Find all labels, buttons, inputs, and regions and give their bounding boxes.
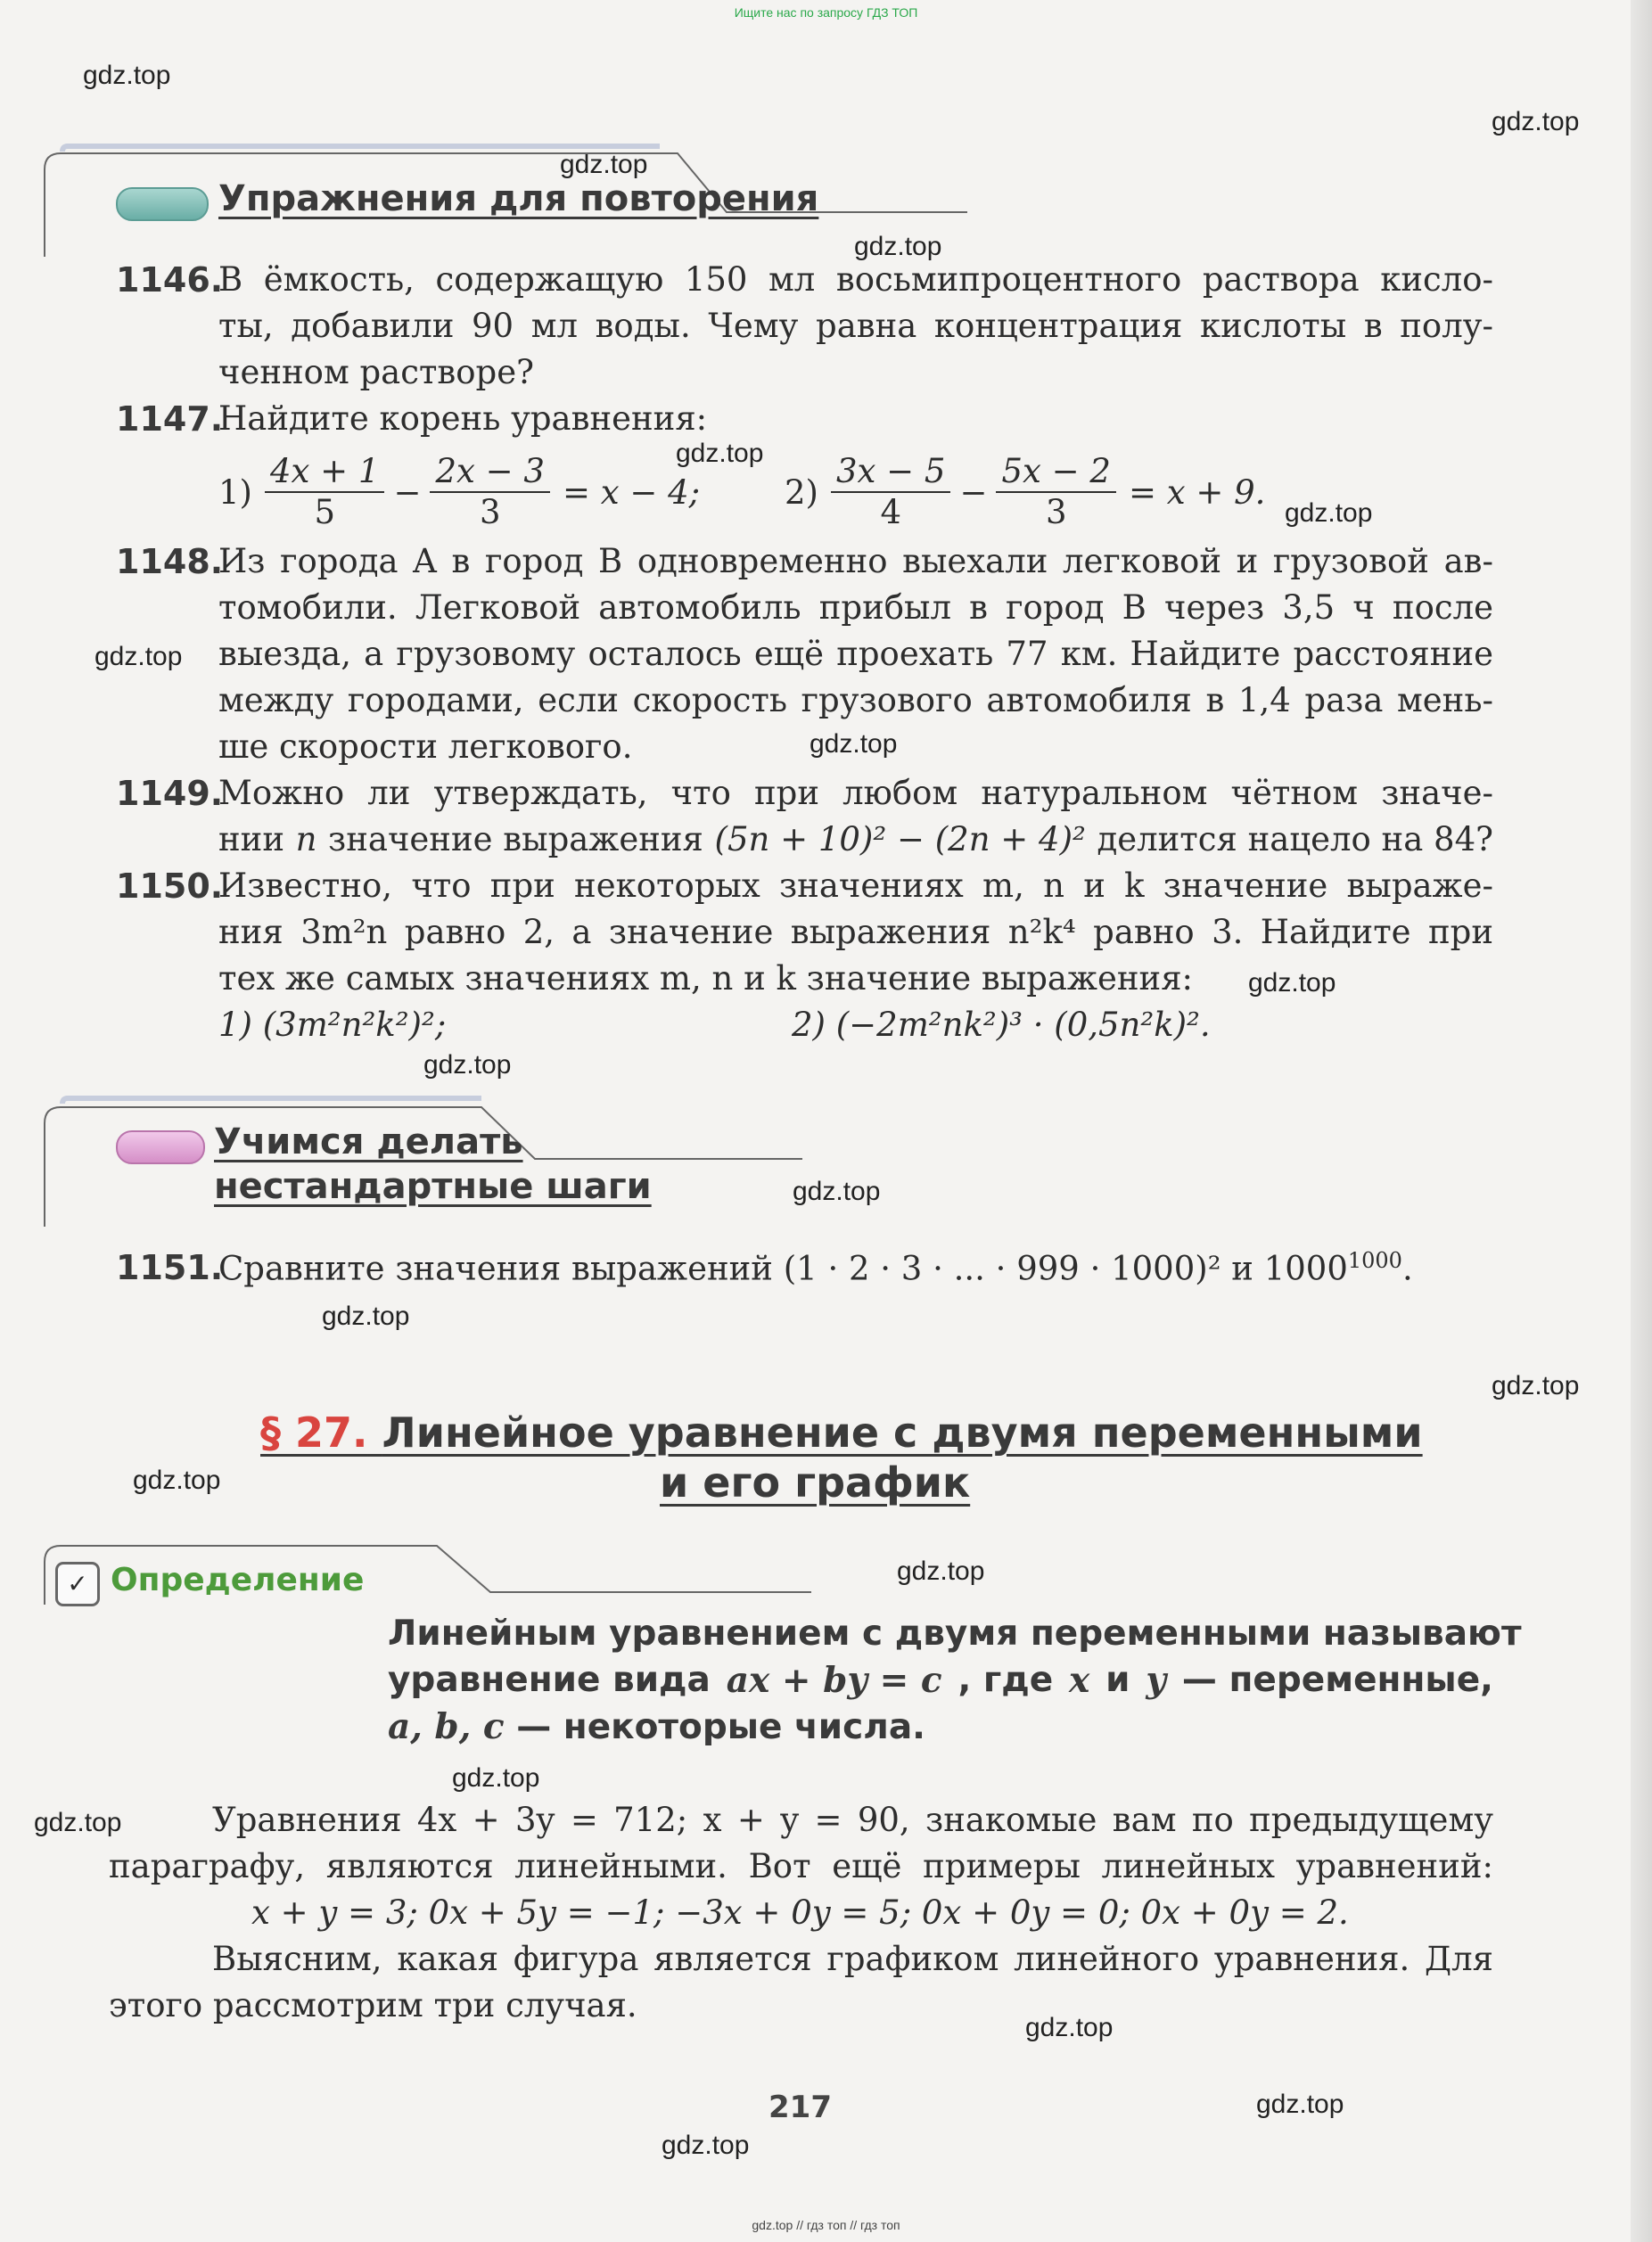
fraction: [265, 452, 384, 532]
section-marker: [116, 187, 209, 221]
numerator: 4x + 1: [265, 452, 384, 493]
text-fragment: делится нацело на 84?: [1097, 820, 1493, 858]
exercise-text-line: [218, 820, 1493, 858]
text-fragment: Сравните значения выражений (1 · 2 · 3 · ... · 999 · 1000)² и 1000: [218, 1249, 1348, 1288]
section-marker: [116, 1130, 205, 1164]
exercise-text-line: [218, 1248, 1413, 1287]
watermark: gdz.top: [34, 1808, 122, 1837]
definition-label: Определение: [111, 1562, 365, 1598]
body-text-line: Выясним, какая фигура является графиком линейного уравнения. Для: [212, 1940, 1493, 1978]
bottom-note: gdz.top // гдз топ // гдз топ: [752, 2218, 900, 2232]
exercise-text-line: Найдите корень уравнения:: [218, 399, 708, 438]
exercise-text-line: ченном растворе?: [218, 353, 534, 391]
exercise-text-line: ния 3m²n равно 2, а значение выражения n²k⁴ равно 3. Найдите при: [218, 913, 1493, 951]
paragraph-symbol: § 27.: [260, 1408, 368, 1457]
variable: n: [295, 820, 317, 858]
text-fragment: — некоторые числа.: [516, 1707, 925, 1747]
fraction: [430, 452, 549, 532]
watermark: gdz.top: [133, 1466, 221, 1495]
exercise-text-line: Из города A в город B одновременно выехали легковой и грузовой ав-: [218, 542, 1493, 580]
text-fragment: нии: [218, 820, 284, 858]
section-title: Упражнения для повторения: [218, 178, 819, 219]
equation: ax + by = c: [726, 1660, 942, 1701]
exercise-number: 1150.: [116, 866, 224, 906]
exercise-text-line: ты, добавили 90 мл воды. Чему равна концентрация кислоты в полу-: [218, 307, 1493, 345]
section-title: Учимся делать: [214, 1121, 523, 1162]
paragraph-title-line2: и его график: [660, 1458, 971, 1507]
numerator: 2x − 3: [430, 452, 549, 493]
exercise-text-line: Можно ли утверждать, что при любом натуральном чётном значе-: [218, 774, 1493, 812]
equation-2: [785, 448, 1265, 537]
exercise-text-line: томобили. Легковой автомобиль прибыл в город B через 3,5 ч после: [218, 588, 1493, 627]
watermark: gdz.top: [1285, 498, 1373, 528]
definition-line: Линейным уравнением с двумя переменными называют: [388, 1614, 1522, 1654]
exercise-number: 1149.: [116, 774, 224, 813]
equation-rhs: = x − 4;: [562, 472, 701, 512]
watermark: gdz.top: [452, 1763, 540, 1793]
watermark: gdz.top: [676, 439, 764, 468]
exercise-text-line: между городами, если скорость грузового автомобиля в 1,4 раза мень-: [218, 681, 1493, 719]
watermark: gdz.top: [560, 150, 648, 179]
operator: −: [393, 472, 422, 512]
fraction: [996, 452, 1115, 532]
paragraph-title: [260, 1408, 1423, 1457]
exercise-item: 2) (−2m²nk²)³ · (0,5n²k)².: [792, 1006, 1211, 1044]
text-fragment: уравнение вида: [388, 1660, 711, 1700]
text-fragment: и: [1105, 1660, 1130, 1700]
exercise-text-line: Известно, что при некоторых значениях m, n и k значение выраже-: [218, 866, 1493, 905]
paragraph-title-line1: Линейное уравнение с двумя переменными: [382, 1408, 1423, 1457]
exponent: 1000: [1347, 1248, 1402, 1273]
numerator: 5x − 2: [996, 452, 1115, 493]
item-label: 2): [785, 472, 818, 512]
watermark: gdz.top: [83, 61, 171, 90]
numerator: 3x − 5: [831, 452, 950, 493]
denominator: 4: [880, 493, 901, 531]
watermark: gdz.top: [1256, 2090, 1344, 2119]
watermark: gdz.top: [854, 232, 942, 261]
page-edge-shadow: [1631, 0, 1652, 2242]
definition-line: [388, 1660, 1493, 1701]
equation-rhs: = x + 9.: [1128, 472, 1266, 512]
exercise-text-line: В ёмкость, содержащую 150 мл восьмипроцентного раствора кисло-: [218, 260, 1493, 299]
variable: x: [1069, 1660, 1090, 1701]
watermark: gdz.top: [1025, 2013, 1114, 2042]
check-icon: ✓: [55, 1562, 100, 1606]
watermark: gdz.top: [1248, 968, 1336, 998]
section-title: нестандартные шаги: [214, 1166, 652, 1207]
exercise-number: 1147.: [116, 399, 224, 439]
variables: a, b, c: [388, 1706, 505, 1747]
watermark: gdz.top: [1492, 107, 1580, 136]
exercise-text-line: тех же самых значениях m, n и k значение выражения:: [218, 959, 1193, 998]
text-fragment: — переменные,: [1181, 1660, 1493, 1700]
text-fragment: , где: [958, 1660, 1054, 1700]
denominator: 5: [314, 493, 335, 531]
body-text-line: этого рассмотрим три случая.: [109, 1986, 637, 2024]
text-fragment: .: [1401, 1249, 1413, 1288]
denominator: 3: [479, 493, 501, 531]
watermark: gdz.top: [793, 1177, 881, 1206]
watermark: gdz.top: [810, 729, 898, 759]
exercise-number: 1151.: [116, 1248, 224, 1287]
expression: (5n + 10)² − (2n + 4)²: [714, 820, 1086, 858]
watermark: gdz.top: [897, 1556, 985, 1586]
body-text-line: x + y = 3; 0x + 5y = −1; −3x + 0y = 5; 0x + 0y = 0; 0x + 0y = 2.: [251, 1893, 1349, 1932]
item-label: 1): [218, 472, 252, 512]
equation-1: [218, 448, 700, 537]
exercise-text-line: выезда, а грузовому осталось ещё проехать 77 км. Найдите расстояние: [218, 635, 1493, 673]
watermark: gdz.top: [322, 1302, 410, 1331]
watermark: gdz.top: [423, 1050, 512, 1080]
exercise-item: 1) (3m²n²k²)²;: [218, 1006, 447, 1044]
watermark: gdz.top: [662, 2131, 750, 2160]
definition-line: [388, 1706, 925, 1747]
variable: y: [1146, 1660, 1167, 1701]
exercise-text-line: ше скорости легкового.: [218, 727, 633, 766]
body-text-line: параграфу, являются линейными. Вот ещё примеры линейных уравнений:: [109, 1847, 1493, 1885]
fraction: [831, 452, 950, 532]
exercise-number: 1146.: [116, 260, 224, 300]
top-note: Ищите нас по запросу ГДЗ ТОП: [734, 5, 918, 20]
body-text-line: Уравнения 4x + 3y = 712; x + y = 90, знакомые вам по предыдущему: [212, 1801, 1493, 1839]
page-number: 217: [768, 2090, 832, 2125]
text-fragment: значение выражения: [328, 820, 703, 858]
exercise-number: 1148.: [116, 542, 224, 581]
denominator: 3: [1045, 493, 1067, 531]
watermark: gdz.top: [1492, 1371, 1580, 1400]
watermark: gdz.top: [95, 642, 183, 671]
operator: −: [959, 472, 988, 512]
